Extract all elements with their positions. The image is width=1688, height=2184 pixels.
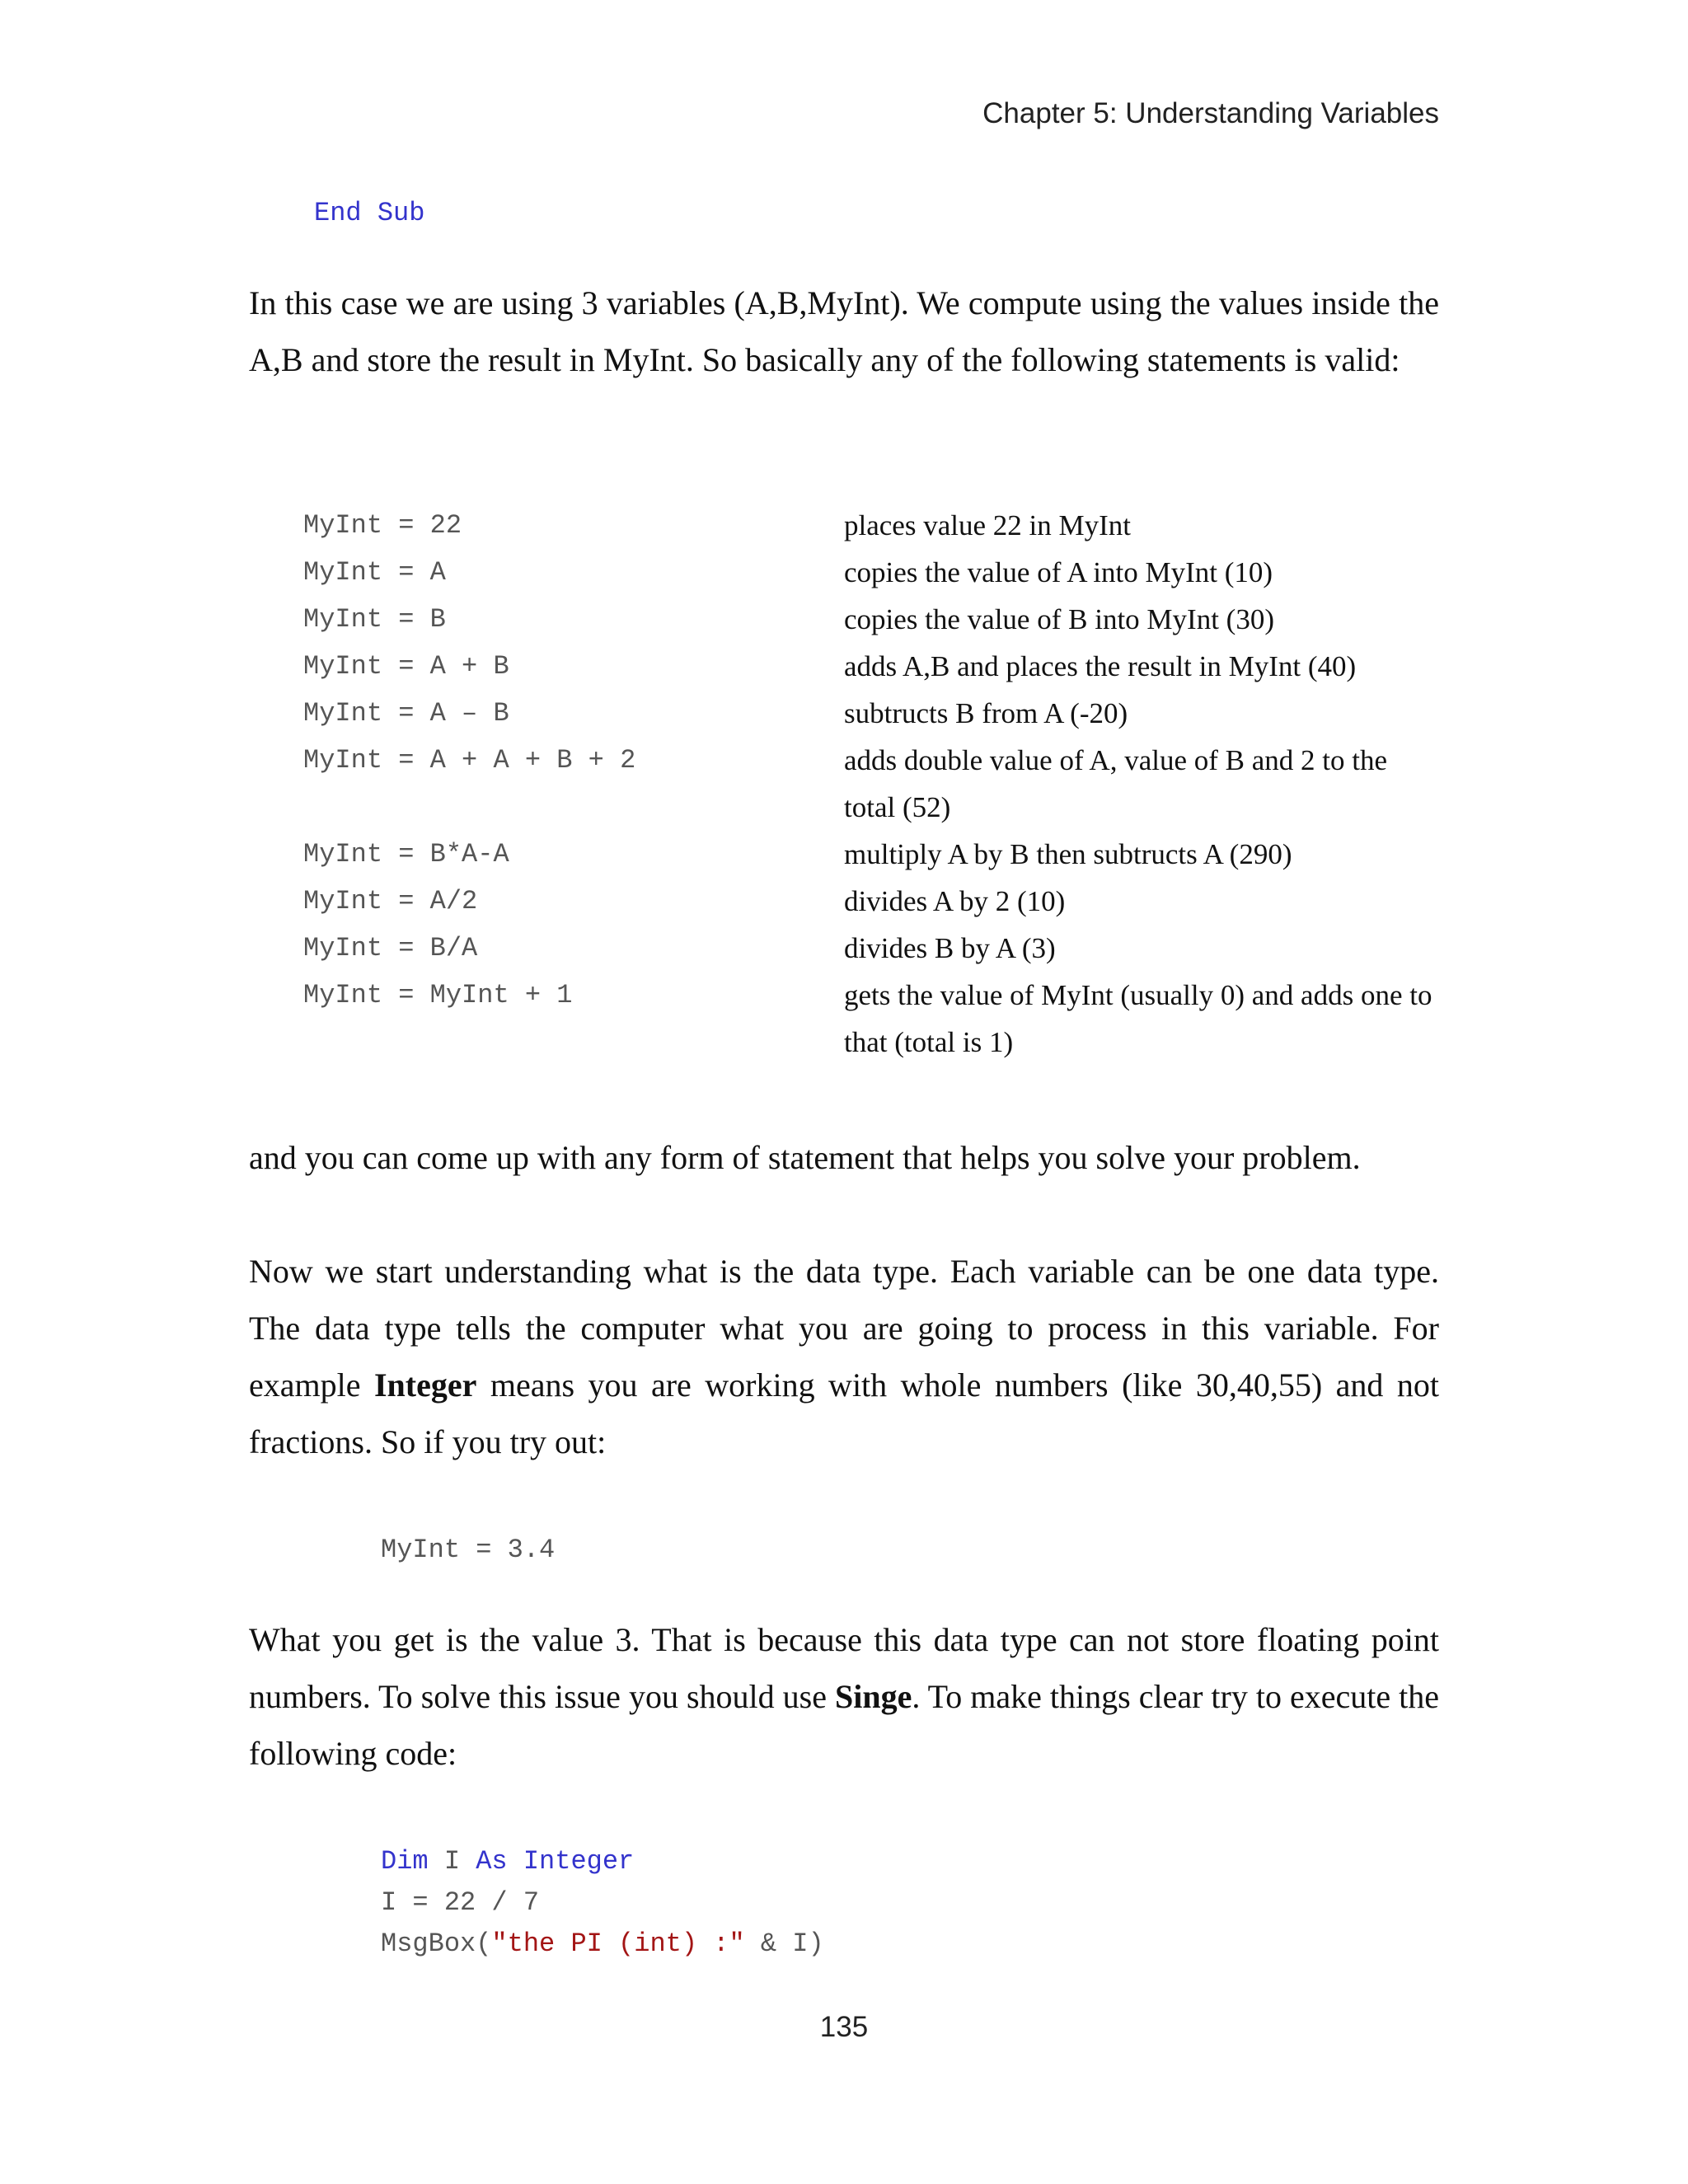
statement-row [303, 925, 1437, 972]
code-text: MsgBox( [381, 1929, 492, 1959]
keyword-as: As [476, 1846, 508, 1877]
paragraph-text: Now we start understanding what is the data type. Each variable can be one data type. The data type tells the computer what you are going to process in this variable. For example [249, 1253, 1439, 1404]
code-end-sub: End Sub [314, 198, 425, 228]
statement-code: MyInt = B [303, 604, 446, 635]
code-dim-line [381, 1846, 634, 1877]
statement-code: MyInt = A – B [303, 698, 509, 729]
chapter-header: Chapter 5: Understanding Variables [982, 97, 1439, 129]
statement-code: MyInt = B*A-A [303, 839, 509, 869]
paragraph-any-statement: and you can come up with any form of statement that helps you solve your problem. [249, 1139, 1361, 1176]
statement-row [303, 596, 1437, 643]
statement-description: copies the value of B into MyInt (30) [844, 603, 1274, 635]
statement-code: MyInt = A/2 [303, 886, 478, 916]
statement-row [303, 502, 1437, 549]
paragraph-intro: In this case we are using 3 variables (A,B,MyInt). We compute using the values inside the A,B and store the result in MyInt. So basically any of the following statements is valid: [249, 284, 1439, 378]
paragraph-text: means you are working with whole numbers (like 30,40,55) and not fractions. So if you try out: [249, 1366, 1439, 1460]
code-text [508, 1846, 523, 1877]
bold-term-integer: Integer [373, 1366, 477, 1404]
statement-row [303, 549, 1437, 596]
paragraph-text: . To make things clear try to execute the following code: [249, 1678, 1439, 1772]
bold-term-singe: Singe [834, 1678, 912, 1715]
paragraph-data-type [249, 1243, 1439, 1470]
paragraph-singe [249, 1611, 1439, 1782]
statement-code: MyInt = A + A + B + 2 [303, 745, 636, 776]
code-assign-line: I = 22 / 7 [381, 1887, 540, 1918]
code-msgbox-line [381, 1929, 824, 1959]
statement-code: MyInt = A [303, 557, 446, 588]
statement-code: MyInt = MyInt + 1 [303, 980, 573, 1010]
statement-table [303, 502, 1437, 1066]
code-text: & I) [744, 1929, 824, 1959]
statement-description: divides A by 2 (10) [844, 885, 1066, 917]
page-number: 135 [819, 2011, 869, 2043]
statement-code: MyInt = A + B [303, 651, 509, 682]
statement-row [303, 878, 1437, 925]
statement-description: copies the value of A into MyInt (10) [844, 556, 1273, 588]
code-myint-assignment: MyInt = 3.4 [381, 1535, 556, 1565]
paragraph-text: What you get is the value 3. That is because this data type can not store floating point numbers. To solve this issue you should use [249, 1621, 1439, 1715]
statement-description: adds double value of A, value of B and 2 to the total (52) [844, 744, 1388, 823]
statement-row [303, 643, 1437, 690]
keyword-dim: Dim [381, 1846, 429, 1877]
statement-description: multiply A by B then subtructs A (290) [844, 838, 1292, 870]
statement-row [303, 737, 1437, 831]
keyword-integer: Integer [523, 1846, 635, 1877]
code-string: "the PI (int) :" [491, 1929, 745, 1959]
statement-description: subtructs B from A (-20) [844, 697, 1128, 729]
statement-row [303, 690, 1437, 737]
statement-description: divides B by A (3) [844, 932, 1056, 964]
statement-description: places value 22 in MyInt [844, 509, 1131, 541]
code-text: I [428, 1846, 476, 1877]
statement-description: gets the value of MyInt (usually 0) and adds one to that (total is 1) [844, 979, 1432, 1058]
statement-row [303, 831, 1437, 878]
statement-row [303, 972, 1437, 1066]
statement-code: MyInt = B/A [303, 933, 478, 963]
statement-description: adds A,B and places the result in MyInt (40) [844, 650, 1357, 682]
statement-code: MyInt = 22 [303, 510, 462, 541]
